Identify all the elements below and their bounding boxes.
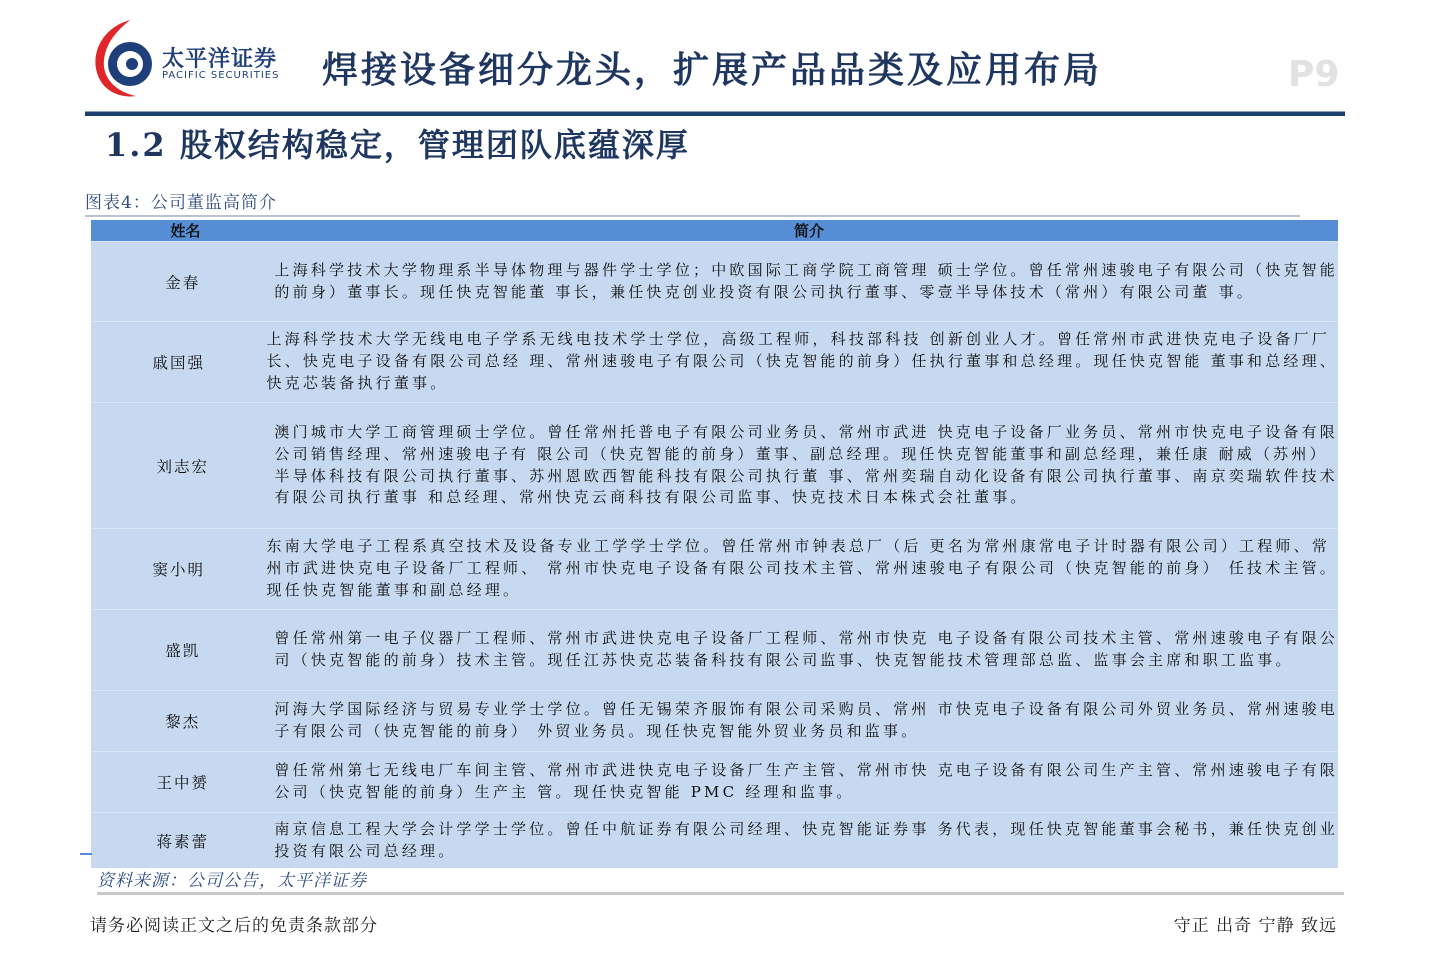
logo-text-cn: 太平洋证券 bbox=[162, 47, 278, 72]
management-table bbox=[91, 220, 1338, 868]
bio-line: 有限公司执行董事 和总经理、常州快克云商科技有限公司监事、快克技术日本株式会社董事。 bbox=[274, 488, 1029, 507]
person-bio bbox=[266, 329, 1338, 394]
table-row bbox=[91, 812, 1338, 868]
bio-line: 子有限公司（快克智能的前身） 外贸业务员。现任快克智能外贸业务员和监事。 bbox=[274, 722, 920, 740]
bio-line: 上海科学技术大学无线电电子学系无线电技术学士学位，高级工程师，科技部科技 创新创业人才。曾任常州市武进快克电子设备厂厂 bbox=[266, 330, 1331, 349]
table-row bbox=[91, 402, 1338, 528]
bio-line: 曾任常州第一电子仪器厂工程师、常州市武进快克电子设备厂工程师、常州市快克 电子设备有限公司技术主管、常州速骏电子有限公 bbox=[274, 629, 1338, 648]
bio-line: 公司（快克智能的前身）生产主 管。现任快克智能 PMC 经理和监事。 bbox=[274, 783, 855, 801]
table-row bbox=[91, 321, 1338, 402]
bio-line: 南京信息工程大学会计学学士学位。曾任中航证券有限公司经理、快克智能证券事 务代表，现任快克智能董事会秘书，兼任快克创业 bbox=[274, 819, 1338, 838]
bio-line: 上海科学技术大学物理系半导体物理与器件学士学位；中欧国际工商学院工商管理 硕士学位。曾任常州速骏电子有限公司（快克智能 bbox=[274, 260, 1338, 279]
table-row bbox=[91, 241, 1338, 321]
disclaimer: 请务必阅读正文之后的免责条款部分 bbox=[90, 916, 378, 936]
table-edge-mark bbox=[80, 853, 92, 855]
person-bio bbox=[266, 536, 1338, 601]
header-name: 姓名 bbox=[170, 222, 201, 240]
person-name: 蒋素蕾 bbox=[156, 832, 209, 851]
person-bio bbox=[274, 260, 1338, 304]
table-row bbox=[91, 609, 1338, 690]
bio-line: 公司销售经理、常州速骏电子有 限公司（快克智能的前身）董事、副总经理。现任快克智能董事和副总经理，兼任康 耐威（苏州） bbox=[274, 444, 1328, 463]
bio-line: 司（快克智能的前身）技术主管。现任江苏快克芯装备科技有限公司监事、快克智能技术管理部总监、监事会主席和职工监事。 bbox=[274, 651, 1294, 669]
bio-line: 半导体科技有限公司执行董事、苏州恩欧西智能科技有限公司执行董 事、常州奕瑞自动化设备有限公司执行董事、南京奕瑞软件技术 bbox=[274, 466, 1338, 485]
bio-line: 州市武进快克电子设备厂工程师、 常州市快克电子设备有限公司技术主管、常州速骏电子有限公司（快克智能的前身） 任技术主管。 bbox=[266, 559, 1338, 578]
bio-line: 长、快克电子设备有限公司总经 理、常州速骏电子有限公司（快克智能的前身）任执行董事和总经理。现任快克智能 董事和总经理、 bbox=[266, 352, 1338, 371]
company-logo bbox=[90, 16, 285, 100]
person-name: 窦小明 bbox=[152, 561, 205, 579]
footer-divider bbox=[97, 892, 1344, 895]
person-name: 戚国强 bbox=[152, 354, 205, 372]
person-name: 王中赟 bbox=[156, 774, 209, 792]
bio-line: 投资有限公司总经理。 bbox=[274, 841, 457, 860]
table-row bbox=[91, 751, 1338, 812]
header-bio: 简介 bbox=[793, 222, 824, 240]
bio-line: 现任快克智能董事和副总经理。 bbox=[266, 580, 522, 599]
person-bio bbox=[274, 628, 1338, 672]
table-row bbox=[91, 690, 1338, 751]
person-name: 刘志宏 bbox=[156, 457, 209, 476]
logo-emblem-icon bbox=[90, 18, 158, 98]
logo-text-en: PACIFIC SECURITIES bbox=[162, 70, 280, 81]
table-header bbox=[91, 220, 1338, 241]
person-name: 金春 bbox=[165, 273, 201, 292]
bio-line: 东南大学电子工程系真空技术及设备专业工学学士学位。曾任常州市钟表总厂（后 更名为常州康常电子计时器有限公司）工程师、常 bbox=[266, 537, 1331, 556]
person-name: 盛凯 bbox=[165, 642, 201, 660]
table-row bbox=[91, 528, 1338, 609]
person-bio bbox=[274, 422, 1338, 509]
bio-line: 的前身）董事长。现任快克智能董 事长，兼任快克创业投资有限公司执行董事、零壹半导体技术（常州）有限公司董 事。 bbox=[274, 282, 1255, 301]
motto: 守正 出奇 宁静 致远 bbox=[1173, 916, 1337, 936]
bio-line: 河海大学国际经济与贸易专业学士学位。曾任无锡荣齐服饰有限公司采购员、常州 市快克电子设备有限公司外贸业务员、常州速骏电 bbox=[274, 700, 1338, 719]
person-bio bbox=[274, 699, 1338, 743]
page-number: P9 bbox=[1288, 54, 1340, 95]
person-bio bbox=[274, 819, 1338, 863]
bio-line: 澳门城市大学工商管理硕士学位。曾任常州托普电子有限公司业务员、常州市武进 快克电子设备厂业务员、常州市快克电子设备有限 bbox=[274, 422, 1338, 441]
person-name: 黎杰 bbox=[165, 713, 201, 731]
header-divider bbox=[85, 111, 1345, 116]
page-title: 焊接设备细分龙头，扩展产品品类及应用布局 bbox=[322, 49, 1103, 91]
caption-divider bbox=[85, 215, 1300, 217]
figure-caption: 图表4：公司董监高简介 bbox=[85, 193, 277, 213]
source-note: 资料来源：公司公告，太平洋证券 bbox=[97, 871, 367, 891]
bio-line: 快克芯装备执行董事。 bbox=[266, 373, 449, 392]
bio-line: 曾任常州第七无线电厂车间主管、常州市武进快克电子设备厂生产主管、常州市快 克电子设备有限公司生产主管、常州速骏电子有限 bbox=[274, 761, 1338, 780]
person-bio bbox=[274, 760, 1338, 804]
section-title: 1.2 股权结构稳定，管理团队底蕴深厚 bbox=[105, 126, 690, 164]
